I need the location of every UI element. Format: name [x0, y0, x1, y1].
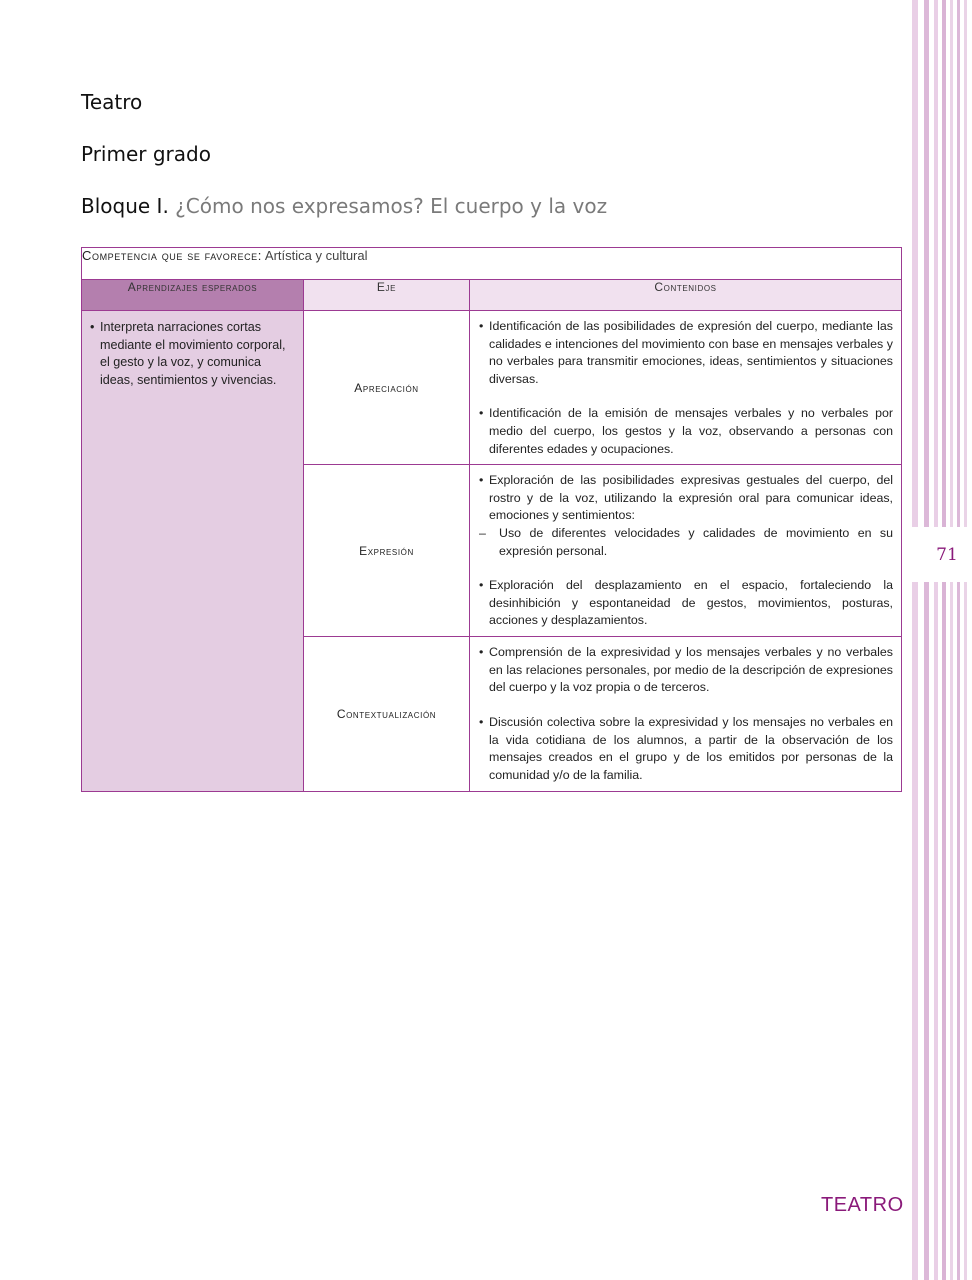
contents-cell — [470, 311, 902, 465]
block-title: ¿Cómo nos expresamos? El cuerpo y la voz — [175, 194, 608, 218]
subject-heading: Teatro — [81, 90, 143, 114]
learnings-header: Aprendizajes esperados — [82, 280, 304, 311]
content-item: • Exploración del desplazamiento en el espacio, fortaleciendo la desinhibición y espontaneidad de gestos, movimientos, posturas, acciones y desplazamientos. — [479, 578, 893, 628]
competency-cell — [82, 248, 902, 280]
content-item: • Identificación de las posibilidades de expresión del cuerpo, mediante las calidades e intenciones del movimiento con base en mensajes verbales y no verbales para transmitir emociones, ideas, sentimientos y situaciones diversas. — [479, 319, 893, 386]
decorative-stripes — [912, 0, 972, 1280]
competency-value: Artística y cultural — [264, 248, 368, 263]
learnings-cell — [82, 311, 304, 792]
content-item: • Identificación de la emisión de mensajes verbales y no verbales por medio del cuerpo, los gestos y la voz, observando a personas con diferentes edades y ocupaciones. — [479, 406, 893, 456]
footer-subject: TEATRO — [821, 1194, 904, 1216]
content-subitem: – Uso de diferentes velocidades y calidades de movimiento en su expresión personal. — [479, 525, 893, 558]
table-row — [82, 311, 902, 465]
contents-cell — [470, 637, 902, 792]
column-header-row — [82, 280, 902, 311]
competency-row — [82, 248, 902, 280]
curriculum-table — [81, 247, 902, 792]
contents-cell — [470, 465, 902, 637]
learning-item: • Interpreta narraciones cortas mediante el movimiento corporal, el gesto y la voz, y comunica ideas, sentimientos y vivencias. — [90, 320, 286, 387]
content-item: • Exploración de las posibilidades expresivas gestuales del cuerpo, del rostro y de la voz, utilizando la expresión oral para comunicar ideas, emociones y sentimientos: — [479, 473, 893, 523]
axis-cell-apreciacion: Apreciación — [304, 311, 470, 465]
axis-cell-contextualizacion: Contextualización — [304, 637, 470, 792]
content-item: • Discusión colectiva sobre la expresividad y los mensajes no verbales en la vida cotidiana de los alumnos, a partir de la observación de los mensajes creados en el grupo y de los emitidos por personas de la comunidad y/o de la familia. — [479, 714, 893, 782]
page-number: 71 — [936, 544, 958, 565]
page-number-box — [912, 527, 972, 582]
grade-heading: Primer grado — [81, 142, 211, 166]
competency-label: Competencia que se favorece: — [82, 248, 262, 263]
axis-header: Eje — [304, 280, 470, 311]
axis-cell-expresion: Expresión — [304, 465, 470, 637]
block-label: Bloque I. — [81, 194, 169, 218]
contents-header: Contenidos — [470, 280, 902, 311]
content-item: • Comprensión de la expresividad y los mensajes verbales y no verbales en las relaciones personales, por medio de la descripción de expresiones del cuerpo y la voz propia o de terceros. — [479, 645, 893, 695]
block-heading — [81, 194, 607, 218]
